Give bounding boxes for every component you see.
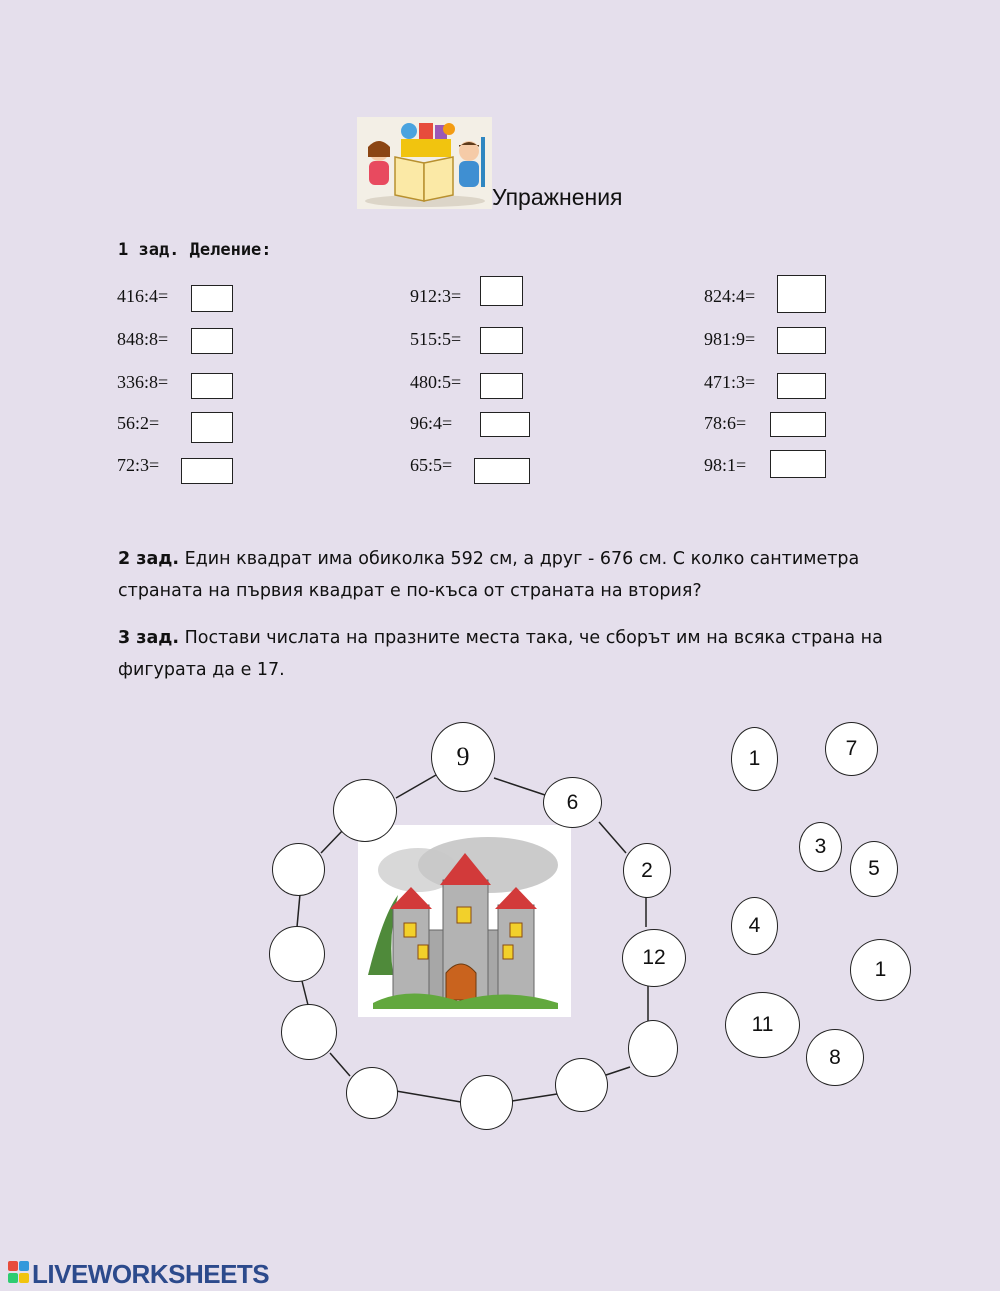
equation: 65:5=	[410, 455, 453, 475]
option-circle[interactable]: 4	[731, 897, 778, 955]
ring-empty-circle[interactable]	[333, 779, 397, 842]
ring-circle[interactable]: 9	[431, 722, 495, 792]
equation: 336:8=	[117, 372, 169, 392]
ring-empty-circle[interactable]	[346, 1067, 398, 1119]
castle-illustration	[358, 825, 571, 1017]
option-circle[interactable]: 1	[850, 939, 911, 1001]
ring-empty-circle[interactable]	[628, 1020, 678, 1077]
task2-label: 2 зад.	[118, 549, 180, 569]
option-circle[interactable]: 1	[731, 727, 778, 791]
option-circle[interactable]: 3	[799, 822, 842, 872]
option-circle[interactable]: 11	[725, 992, 800, 1058]
option-circle[interactable]: 7	[825, 722, 878, 776]
task3-line2: фигурата да е 17.	[118, 660, 285, 680]
equation: 471:3=	[704, 372, 756, 392]
task2-line1: Един квадрат има обиколка 592 см, а друг - 676 см. С колко сантиметра	[184, 549, 860, 569]
ring-empty-circle[interactable]	[281, 1004, 337, 1060]
equation: 824:4=	[704, 286, 756, 306]
equation: 98:1=	[704, 455, 747, 475]
logo-text: LIVEWORKSHEETS	[32, 1259, 270, 1289]
ring-empty-circle[interactable]	[555, 1058, 608, 1112]
equation: 78:6=	[704, 413, 747, 433]
equation: 981:9=	[704, 329, 756, 349]
equation: 848:8=	[117, 329, 169, 349]
task3-label: 3 зад.	[118, 628, 180, 648]
equation: 72:3=	[117, 455, 160, 475]
equation: 480:5=	[410, 372, 462, 392]
equation: 56:2=	[117, 413, 160, 433]
ring-circle[interactable]: 12	[622, 929, 686, 987]
ring-circle[interactable]: 6	[543, 777, 602, 828]
task2-line2: страната на първия квадрат е по-къса от страната на втория?	[118, 581, 702, 601]
ring-empty-circle[interactable]	[272, 843, 325, 896]
equation: 96:4=	[410, 413, 453, 433]
page-title: Упражнения	[492, 184, 623, 210]
ring-empty-circle[interactable]	[460, 1075, 513, 1130]
equation: 416:4=	[117, 286, 169, 306]
option-circle[interactable]: 5	[850, 841, 898, 897]
task3-line1: Постави числата на празните места така, че сборът им на всяка страна на	[184, 628, 883, 648]
ring-circle[interactable]: 2	[623, 843, 671, 898]
equation: 912:3=	[410, 286, 462, 306]
task1-heading: 1 зад. Деление:	[118, 240, 272, 260]
option-circle[interactable]: 8	[806, 1029, 864, 1086]
ring-empty-circle[interactable]	[269, 926, 325, 982]
logo-mark-icon	[8, 1261, 30, 1285]
equation: 515:5=	[410, 329, 462, 349]
